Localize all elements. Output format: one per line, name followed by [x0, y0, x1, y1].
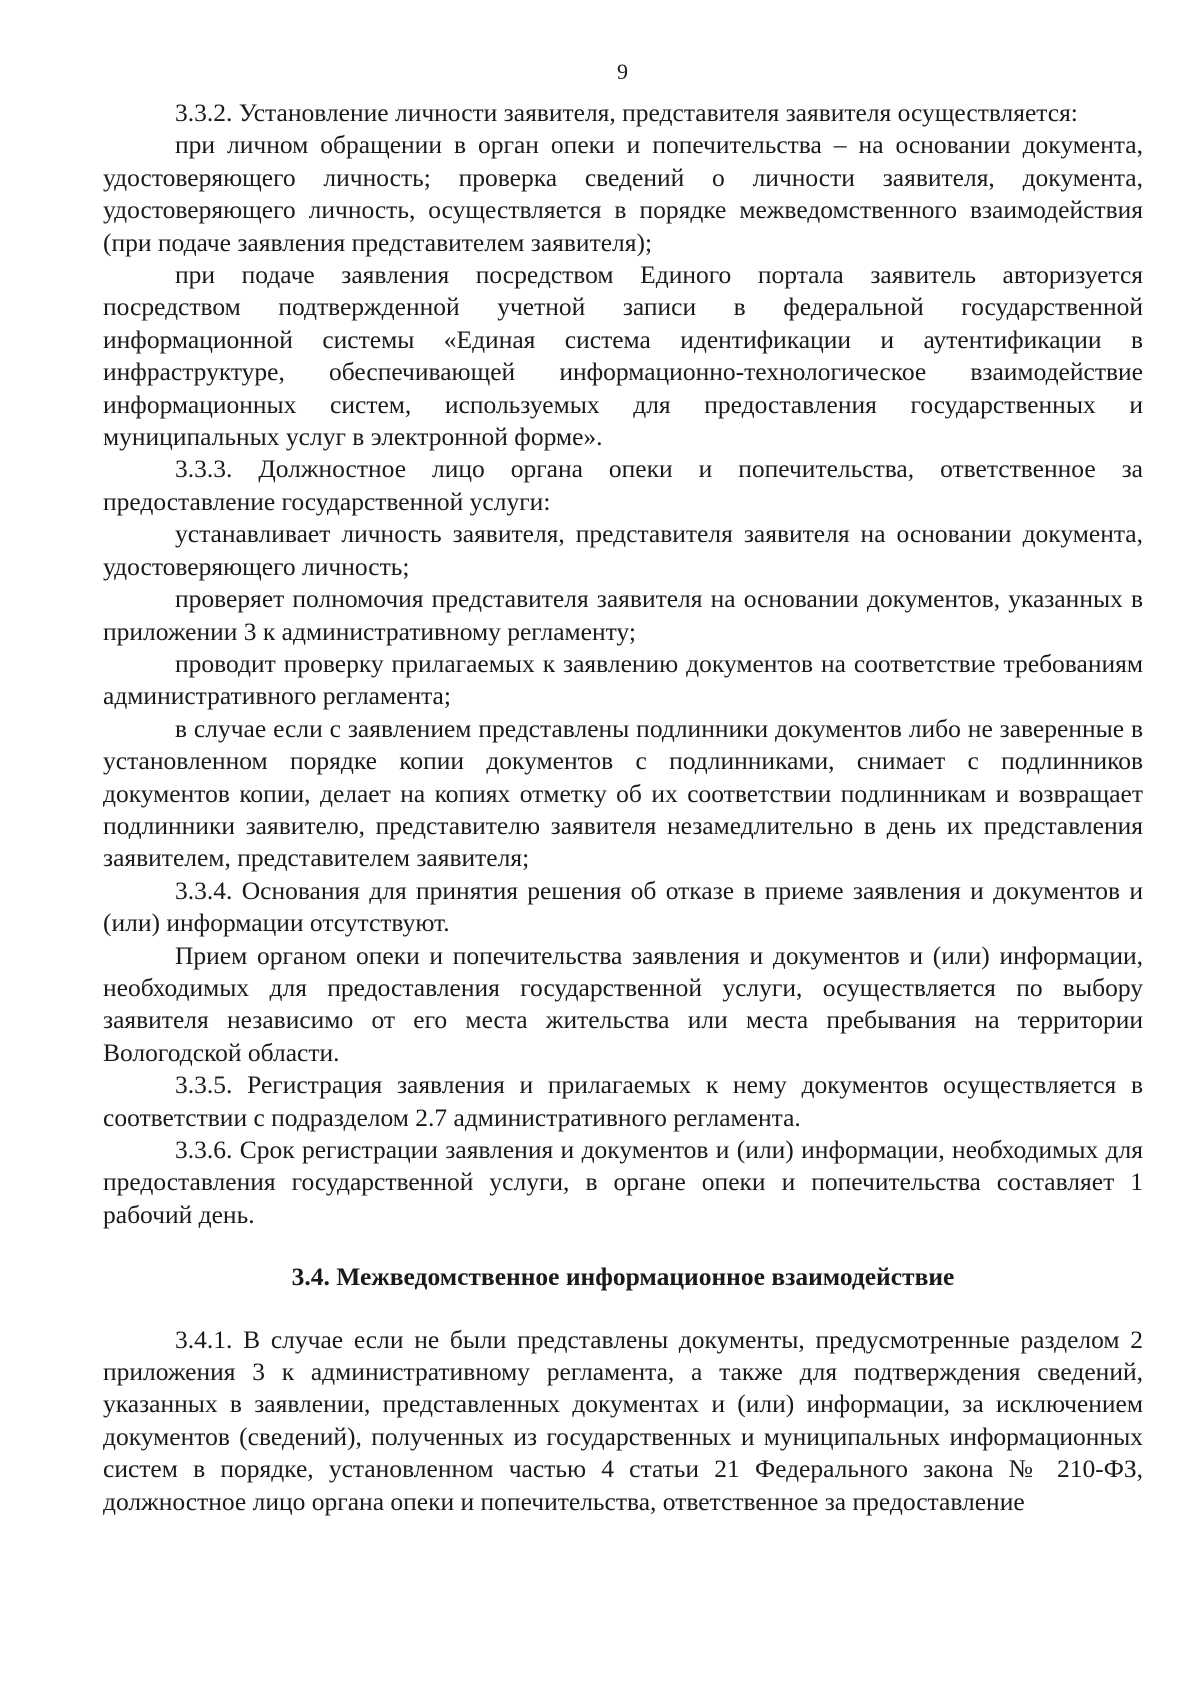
paragraph-unified-portal: при подаче заявления посредством Единого портала заявитель авторизуется посредством подтвержденной учетной записи в федеральной государственной информационной системы «Единая система идентификации и аутентификации в инфраструктуре, обеспечивающей информационно-технологическое взаимодействие информационных систем, используемых для предоставления государственных и муниципальных услуг в электронной форме». — [103, 260, 1143, 452]
paragraph-3-3-3: 3.3.3. Должностное лицо органа опеки и попечительства, ответственное за предоставление государственной услуги: — [103, 454, 1143, 516]
document-body — [103, 97, 1143, 1518]
paragraph-personal-visit: при личном обращении в орган опеки и попечительства – на основании документа, удостоверяющего личность; проверка сведений о личности заявителя, документа, удостоверяющего личность, осуществляется в порядке межведомственного взаимодействия (при подаче заявления представителем заявителя); — [103, 130, 1143, 257]
paragraph-document-check: проводит проверку прилагаемых к заявлению документов на соответствие требованиям административного регламента; — [103, 648, 1143, 711]
paragraph-3-3-4: 3.3.4. Основания для принятия решения об отказе в приеме заявления и документов и (или) информации отсутствуют. — [103, 875, 1143, 938]
paragraph-identity-check: устанавливает личность заявителя, представителя заявителя на основании документа, удостоверяющего личность; — [103, 519, 1143, 581]
paragraph-authority-check: проверяет полномочия представителя заявителя на основании документов, указанных в приложении 3 к административному регламенту; — [103, 584, 1143, 646]
paragraph-3-3-6: 3.3.6. Срок регистрации заявления и документов и (или) информации, необходимых для предоставления государственной услуги, в органе опеки и попечительства составляет 1 рабочий день. — [103, 1135, 1143, 1229]
page-number: 9 — [617, 59, 628, 84]
paragraph-reception: Прием органом опеки и попечительства заявления и документов и (или) информации, необходимых для предоставления государственной услуги, осуществляется по выбору заявителя независимо от его места жительства или места пребывания на территории Вологодской области. — [103, 940, 1143, 1067]
paragraph-3-3-2: 3.3.2. Установление личности заявителя, представителя заявителя осуществляется: — [175, 98, 1078, 127]
paragraph-originals-copies: в случае если с заявлением представлены подлинники документов либо не заверенные в установленном порядке копии документов с подлинниками, снимает с подлинников документов копии, делает на копиях отметку об их соответствии подлинникам и возвращает подлинники заявителю, представителю заявителя незамедлительно в день их представления заявителем, представителем заявителя; — [103, 713, 1143, 873]
paragraph-3-4-1: 3.4.1. В случае если не были представлены документы, предусмотренные разделом 2 приложения 3 к административному регламента, а также для подтверждения сведений, указанных в заявлении, представленных документах и (или) информации, за исключением документов (сведений), полученных из государственных и муниципальных информационных систем в порядке, установленном частью 4 статьи 21 Федерального закона № 210-ФЗ, должностное лицо органа опеки и попечительства, ответственное за предоставление — [103, 1324, 1143, 1516]
paragraph-3-3-5: 3.3.5. Регистрация заявления и прилагаемых к нему документов осуществляется в соответствии с подразделом 2.7 административного регламента. — [103, 1070, 1143, 1132]
section-heading-3-4: 3.4. Межведомственное информационное взаимодействие — [291, 1262, 955, 1292]
